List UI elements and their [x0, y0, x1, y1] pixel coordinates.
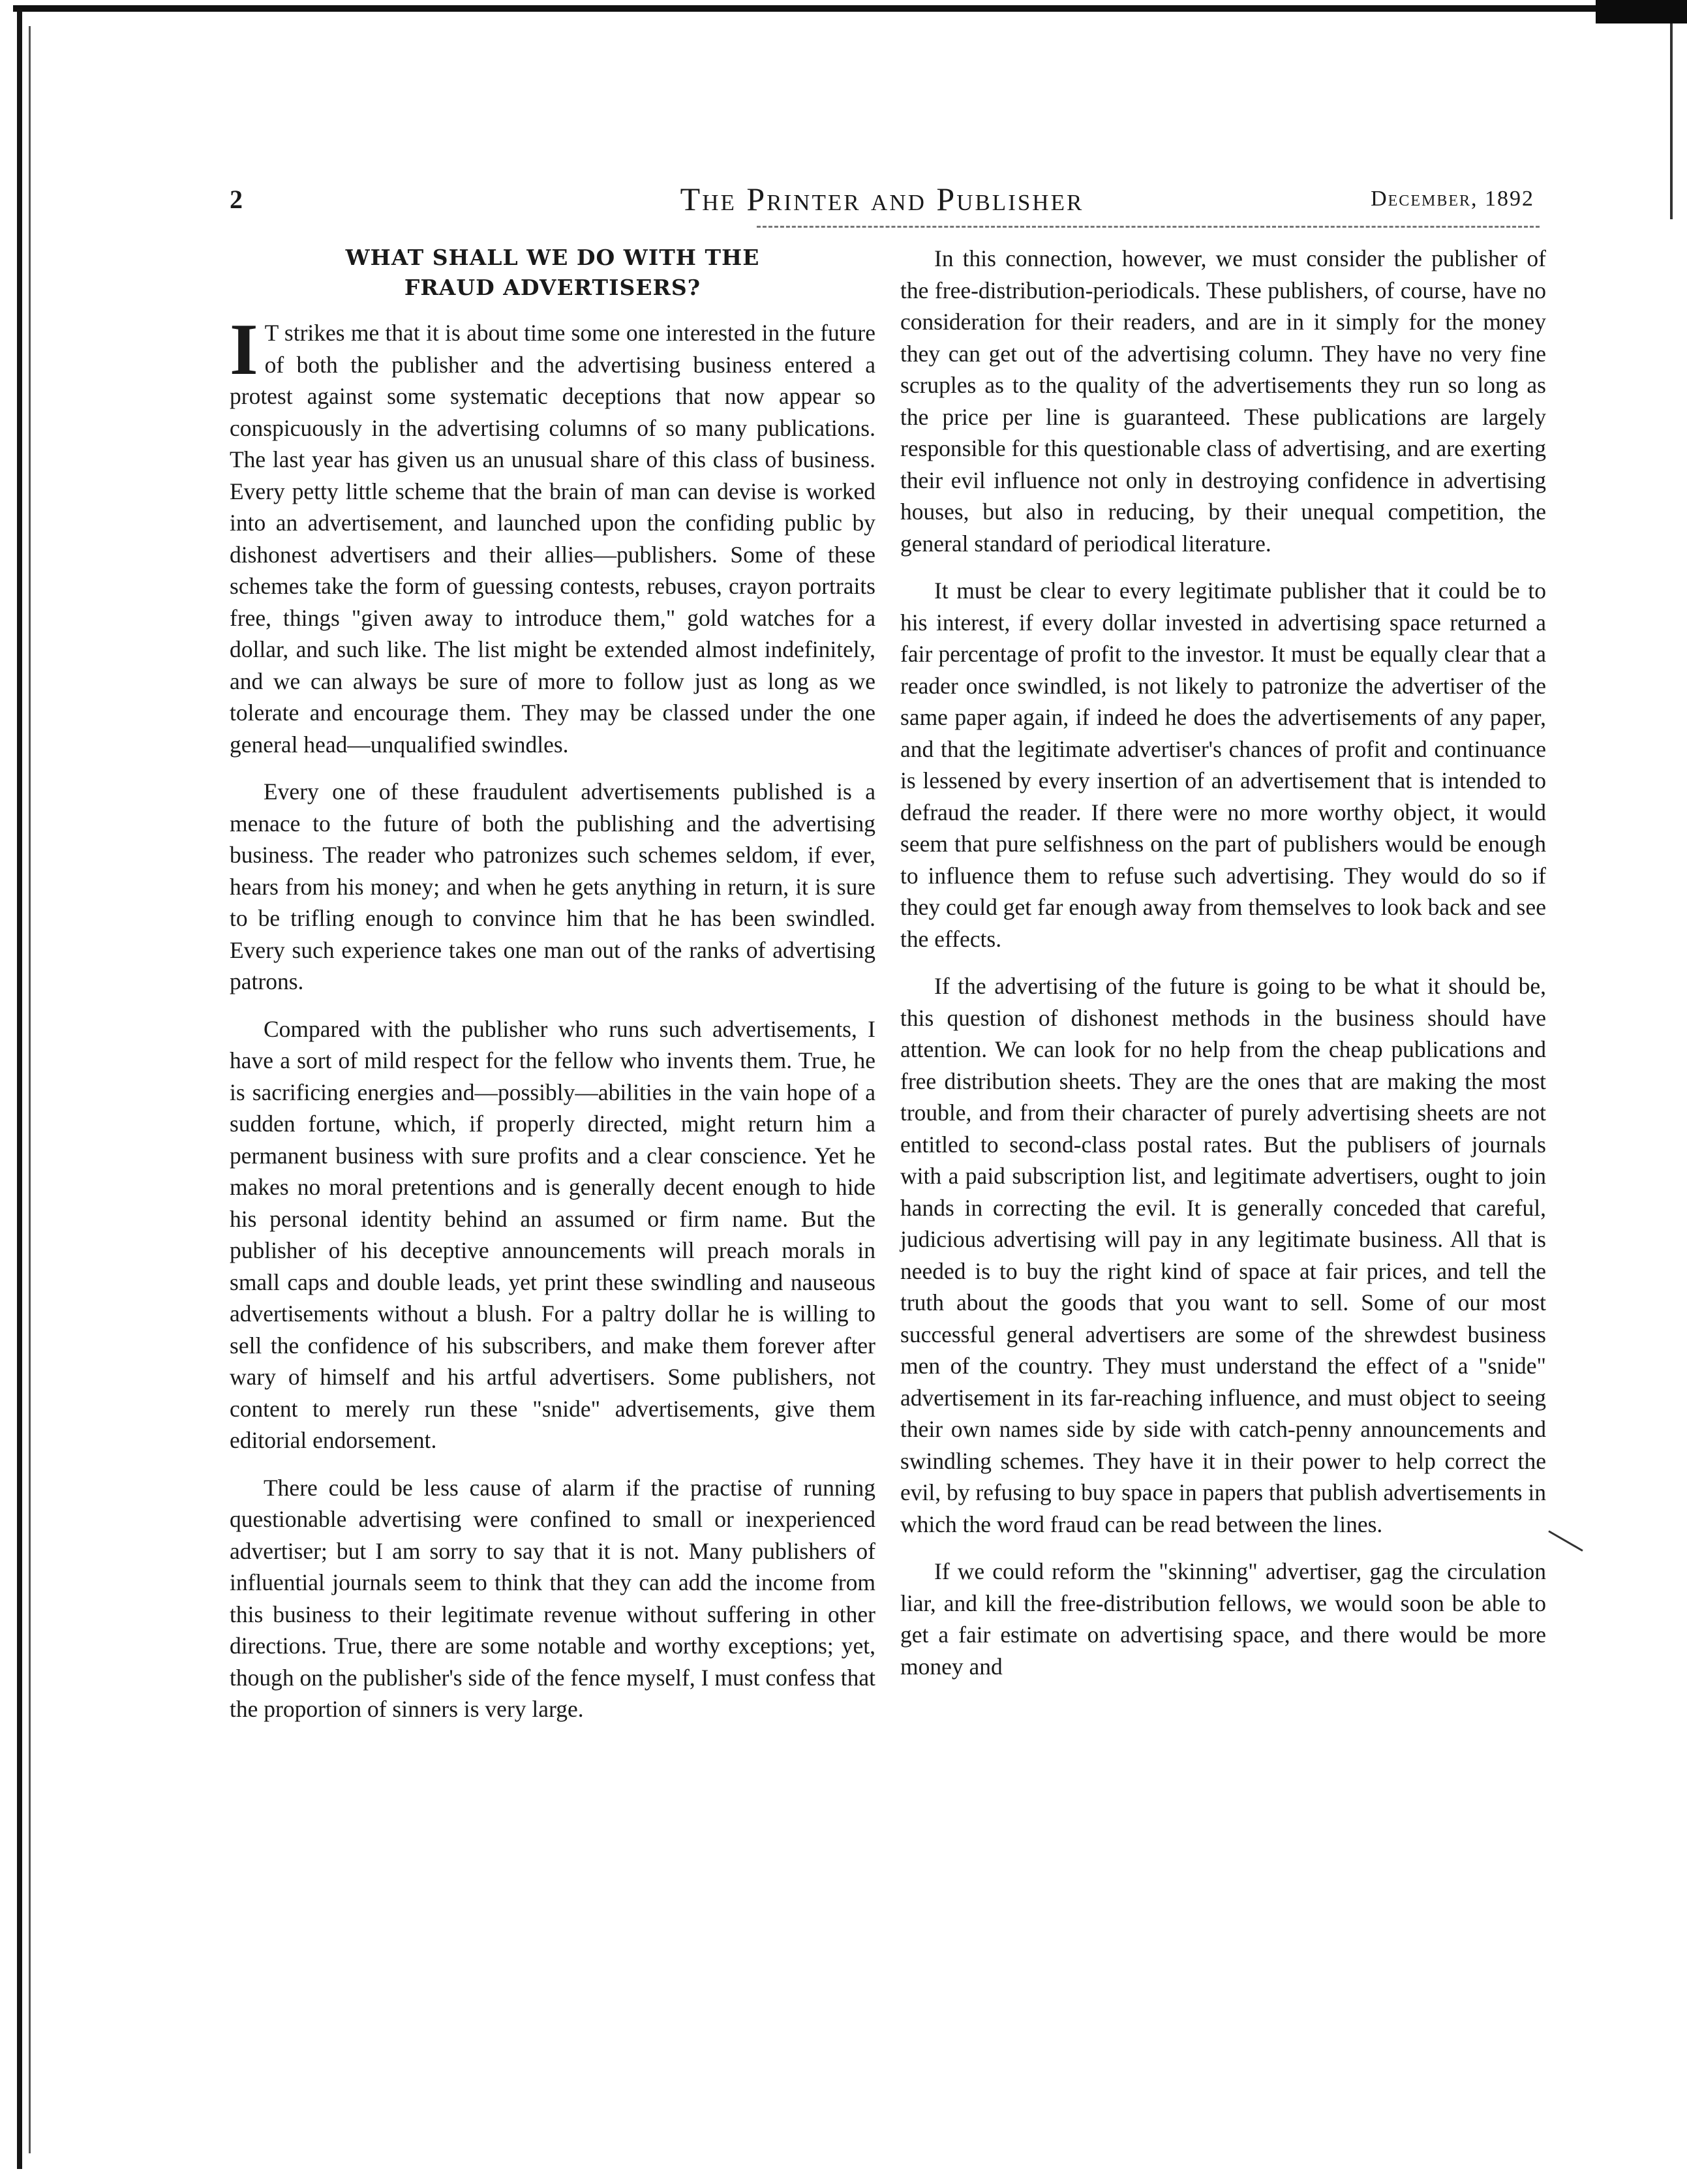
scan-border-top: [13, 5, 1687, 12]
margin-pencil-mark: [1548, 1530, 1583, 1552]
issue-date: December, 1892: [1371, 187, 1534, 211]
scan-border-left: [17, 9, 22, 2169]
paragraph-1-text: T strikes me that it is about time some one interested in the future of both the publisher and the advertising business entered a protest against some systematic deceptions that now appear so conspicuously in the advertising columns of so many publications. The last year has given us an unusual share of this class of business. Every petty little scheme that the brain of man can devise is worked into an advertisement, and launched upon the confiding public by dishonest advertisers and their allies—publishers. Some of these schemes take the form of guessing contests, rebuses, crayon portraits free, things "given away to introduce them," gold watches for a dollar, and such like. The list might be extended almost indefinitely, and we can always be sure of more to follow just as long as we tolerate and encourage them. They may be classed under the one general head—unqualified swindles.: [230, 320, 875, 758]
paragraph-3: Compared with the publisher who runs such advertisements, I have a sort of mild respect for the fellow who invents them. True, he is sacrificing energies and—possibly—abilities in the vain hope of a sudden fortune, which, if properly directed, might return him a permanent business with sure profits and a clear conscience. Yet he makes no moral pretentions and is generally decent enough to hide his personal identity behind an assumed or firm name. But the publisher of his deceptive announcements will preach morals in small caps and double leads, yet print these swindling and nauseous advertisements without a blush. For a paltry dollar he is willing to sell the confidence of his subscribers, and make them forever after wary of himself and his artful advertisers. Some publishers, not content to merely run these "snide" advertisements, give them editorial endorsement.: [230, 1015, 875, 1453]
paragraph-5: In this connection, however, we must consider the publisher of the free-distribution-periodicals. These publishers, of course, have no consideration for their readers, and are in it simply for the money they can get out of the advertising column. They have no very fine scruples as to the quality of the advertisements they run so long as the price per line is guaranteed. These publications are largely responsible for this questionable class of advertising, and are exerting their evil influence not only in destroying confidence in advertising houses, but also in reducing, by their unequal competition, the general standard of periodical literature.: [900, 245, 1546, 557]
right-column: [900, 243, 1546, 1698]
paragraph-2: Every one of these fraudulent advertisements published is a menace to the future of both the publishing and the advertising business. The reader who patronizes such schemes seldom, if ever, hears from his money; and when he gets anything in return, it is sure to be trifling enough to convince him that he has been swindled. Every such experience takes one man out of the ranks of advertising patrons.: [230, 778, 875, 994]
paragraph-1: [230, 309, 875, 760]
paragraph-8: If we could reform the "skinning" advertiser, gag the circulation liar, and kill the free-distribution fellows, we would soon be able to get a fair estimate on advertising space, and there would be more money and: [900, 1558, 1546, 1680]
journal-title: The Printer and Publisher: [680, 181, 1084, 217]
page-number: 2: [230, 185, 243, 214]
left-column: [230, 243, 875, 1741]
scan-border-left-inner: [29, 26, 31, 2153]
article-headline: [230, 243, 875, 303]
scan-corner-mark: [1596, 0, 1687, 23]
scan-border-right: [1670, 23, 1673, 219]
header-rule: [757, 226, 1540, 228]
drop-cap: I: [230, 309, 258, 390]
running-head: [230, 181, 1534, 223]
paragraph-7: If the advertising of the future is going to be what it should be, this question of dishonest methods in the business should have attention. We can look for no help from the cheap publications and free distribution sheets. They are the ones that are making the most trouble, and from their character of purely advertising sheets are not entitled to second-class postal rates. But the publisers of journals with a paid subscription list, and legitimate advertisers, ought to join hands in correcting the evil. It is generally conceded that careful, judicious advertising will pay in any legitimate business. All that is needed is to buy the right kind of space at fair prices, and tell the truth about the goods that you want to sell. Some of our most successful general advertisers are some of the shrewdest business men of the country. They must understand the effect of a "snide" advertisement in its far-reaching influence, and must object to seeing their own names side by side with catch-penny announcements and swindling schemes. They have it in their power to help correct the evil, by refusing to buy space in papers that publish advertisements in which the word fraud can be read between the lines.: [900, 973, 1546, 1537]
paragraph-6: It must be clear to every legitimate publisher that it could be to his interest, if every dollar invested in advertising space returned a fair percentage of profit to the investor. It must be equally clear that a reader once swindled, is not likely to patronize the advertiser of the same paper again, if indeed he does the advertisements of any paper, and that the legitimate advertiser's chances of profit and continuance is lessened by every insertion of an advertisement that is intended to defraud the reader. If there were no more worthy object, it would seem that pure selfishness on the part of publishers would be enough to influence them to refuse such advertising. They would do so if they could get far enough away from themselves to look back and see the effects.: [900, 577, 1546, 952]
paragraph-4: There could be less cause of alarm if the practise of running questionable advertising were confined to small or inexperienced advertiser; but I am sorry to say that it is not. Many publishers of influential journals seem to think that they can add the income from this business to their legitimate revenue without suffering in other directions. True, there are some notable and worthy exceptions; yet, though on the publisher's side of the fence myself, I must confess that the proportion of sinners is very large.: [230, 1474, 875, 1722]
headline-line-1: WHAT SHALL WE DO WITH THE: [345, 245, 760, 270]
headline-line-2: FRAUD ADVERTISERS?: [404, 275, 701, 300]
